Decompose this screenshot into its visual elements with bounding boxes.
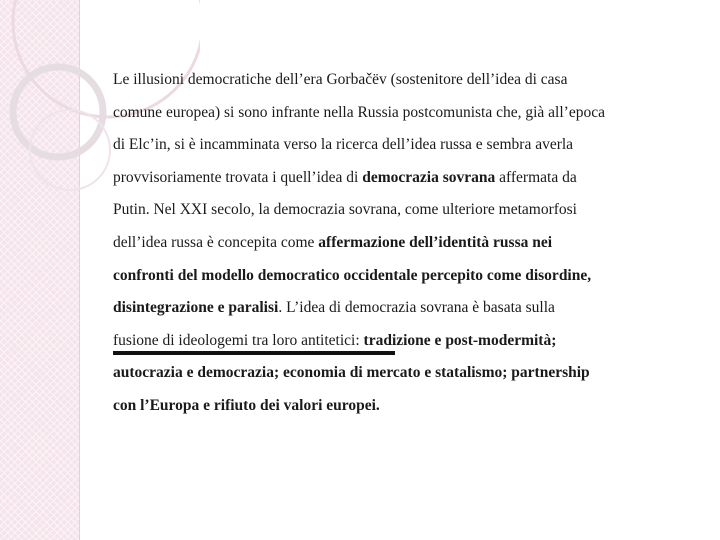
paragraph-line xyxy=(113,227,698,260)
bold-text-segment: confronti del modello democratico occidentale percepito come disordine, xyxy=(113,266,592,284)
paragraph-line xyxy=(113,64,698,97)
bold-text-segment: democrazia sovrana xyxy=(362,168,496,186)
bold-text-segment: tradizione e post-modermità; xyxy=(363,331,557,349)
paragraph-line xyxy=(113,194,698,227)
paragraph-line xyxy=(113,260,698,293)
text-segment: . L’idea di democrazia sovrana è basata sulla xyxy=(278,299,555,317)
text-segment: affermata da xyxy=(495,168,577,186)
bold-text-segment: con l’Europa e rifiuto dei valori europei. xyxy=(113,396,380,414)
paragraph-line xyxy=(113,292,698,325)
paragraph-line xyxy=(113,129,698,162)
text-segment: provvisoriamente trovata i quell’idea di xyxy=(113,168,363,186)
text-segment: comune europea) si sono infrante nella Russia postcomunista che, già all’epoca xyxy=(113,103,605,121)
paragraph-line xyxy=(113,97,698,130)
paragraph-line xyxy=(113,357,698,390)
emphasis-underline xyxy=(113,351,395,355)
body-paragraph xyxy=(113,64,698,423)
paragraph-line xyxy=(113,390,698,423)
bold-text-segment: autocrazia e democrazia; economia di mercato e statalismo; partnership xyxy=(113,364,590,382)
paragraph-line xyxy=(113,162,698,195)
text-segment: fusione di ideologemi tra loro antitetici: xyxy=(113,331,364,349)
text-segment: dell’idea russa è concepita come xyxy=(113,233,319,251)
deco-ring-small xyxy=(30,110,110,190)
text-segment: Putin. Nel XXI secolo, la democrazia sovrana, come ulteriore metamorfosi xyxy=(113,201,577,219)
text-segment: Le illusioni democratiche dell’era Gorbačëv (sostenitore dell’idea di casa xyxy=(113,71,568,88)
bold-text-segment: disintegrazione e paralisi xyxy=(113,299,279,317)
bold-text-segment: affermazione dell’identità russa nei xyxy=(318,233,553,251)
text-segment: di Elc’in, si è incamminata verso la ricerca dell’idea russa e sembra averla xyxy=(113,136,574,154)
